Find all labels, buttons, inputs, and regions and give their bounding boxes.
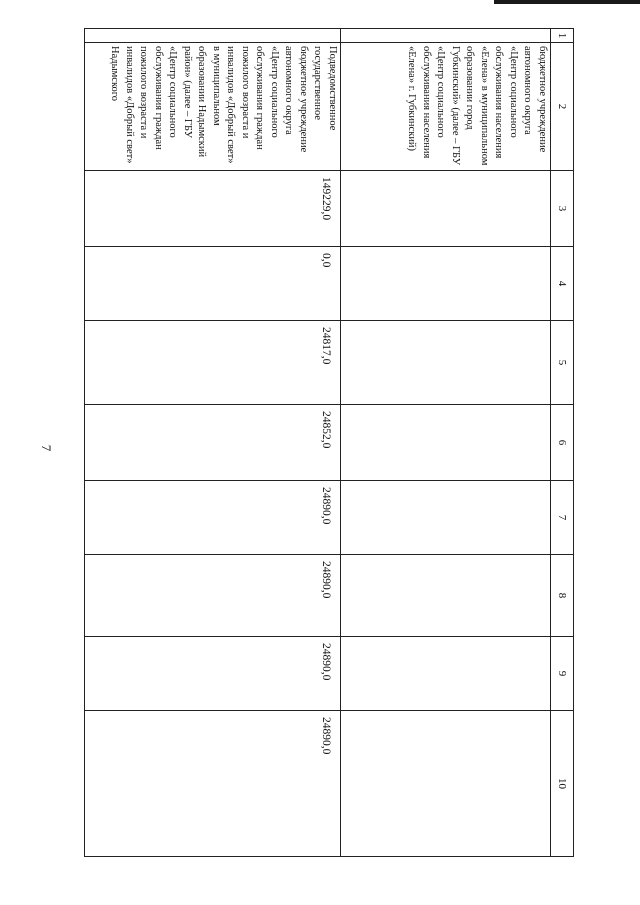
cell-institution-name: бюджетное учреждение автономного округа «Центр социального обслуживания населения «Елена» в муниципальном образовании город Губкинский» (далее – ГБУ «Центр социального обслуживания населения «Елена» г. Губкинский): [341, 43, 551, 171]
col-header-7: 7: [551, 481, 574, 555]
budget-table-rotated: [84, 28, 574, 856]
cell-c6: 24852,0: [85, 405, 341, 481]
table-row: [341, 29, 551, 857]
col-header-5: 5: [551, 321, 574, 405]
page-number: 7: [39, 444, 54, 452]
col-header-6: 6: [551, 405, 574, 481]
col-header-9: 9: [551, 637, 574, 711]
cell-c4: [341, 247, 551, 321]
cell-c8: [341, 555, 551, 637]
col-header-4: 4: [551, 247, 574, 321]
cell-c8: 24890,0: [85, 555, 341, 637]
cell-institution-name: Подведомственное государственное бюджетное учреждение автономного округа «Центр социального обслуживания граждан пожилого возраста и инвалидов «Добрый свет» в муниципальном образовании Надымский район» (далее – ГБУ «Центр социального обслуживания граждан пожилого возраста и инвалидов «Добрый свет» Надымского: [85, 43, 341, 171]
header-row: [551, 29, 574, 857]
cell-c10: 24890,0: [85, 711, 341, 857]
top-edge-line: [494, 0, 640, 4]
cell-c3: 149229,0: [85, 171, 341, 247]
cell-c1: [341, 29, 551, 43]
col-header-10: 10: [551, 711, 574, 857]
col-header-8: 8: [551, 555, 574, 637]
cell-c9: 24890,0: [85, 637, 341, 711]
cell-c6: [341, 405, 551, 481]
col-header-1: 1: [551, 29, 574, 43]
cell-c4: 0,0: [85, 247, 341, 321]
cell-c7: 24890,0: [85, 481, 341, 555]
table-row: [85, 29, 341, 857]
cell-c1: [85, 29, 341, 43]
budget-table: [84, 28, 574, 857]
cell-c9: [341, 637, 551, 711]
cell-c10: [341, 711, 551, 857]
cell-c3: [341, 171, 551, 247]
col-header-3: 3: [551, 171, 574, 247]
cell-c7: [341, 481, 551, 555]
cell-c5: 24817,0: [85, 321, 341, 405]
col-header-2: 2: [551, 43, 574, 171]
cell-c5: [341, 321, 551, 405]
